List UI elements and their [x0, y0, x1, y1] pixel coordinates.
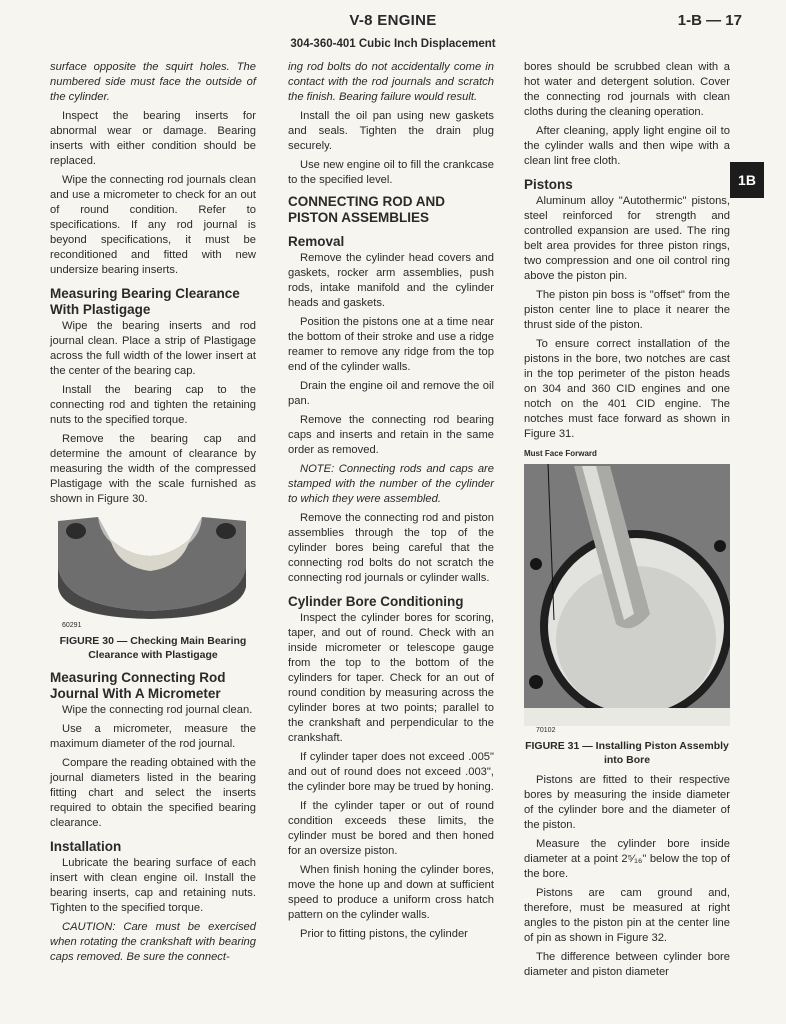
paragraph: Position the pistons one at a time near the bottom of their stroke and use a ridge reamer to remove any ridge from the top end of the cylinder walls. — [288, 316, 494, 373]
section-heading: Measuring Connecting Rod Journal With A Micrometer — [50, 670, 226, 701]
paragraph: After cleaning, apply light engine oil to the cylinder walls and then wipe with a clean lint free cloth. — [524, 125, 730, 167]
paragraph: bores should be scrubbed clean with a hot water and detergent solution. Cover the connecting rod journals with clean cloths during the cleaning operation. — [524, 61, 730, 118]
paragraph: Install the bearing cap to the connecting rod and tighten the retaining nuts to the specified torque. — [50, 384, 256, 426]
paragraph: When finish honing the cylinder bores, move the hone up and down at sufficient speed to produce a uniform cross hatch pattern on the cylinder walls. — [288, 864, 494, 921]
page-subtitle: 304-360-401 Cubic Inch Displacement — [290, 38, 496, 50]
paragraph: Remove the connecting rod and piston assemblies through the top of the cylinder bores being careful that the connecting rod bolts do not scratch the connecting rod journals or cylinder walls. — [288, 512, 494, 584]
paragraph: Aluminum alloy "Autothermic" pistons, steel reinforced for strength and controlled expansion are used. The ring belt area provides for three piston rings, two compression and one oil control ring above the piston pin. — [524, 195, 730, 282]
section-heading: Pistons — [524, 177, 573, 192]
paragraph: Drain the engine oil and remove the oil pan. — [288, 380, 494, 407]
figure-caption: FIGURE 30 — Checking Main Bearing Clearance with Plastigage — [59, 635, 247, 661]
figure-number: 70102 — [536, 727, 556, 734]
paragraph: surface opposite the squirt holes. The numbered side must face the outside of the cylinder. — [50, 61, 256, 103]
paragraph: Wipe the connecting rod journals clean and use a micrometer to check for an out of round condition. Refer to specifications. If any rod journal is beyond specifications, it must be reconditioned and fitted with new undersize bearing inserts. — [50, 174, 256, 276]
caution-text: CAUTION: Care must be exercised when rotating the crankshaft with bearing caps removed. Be sure the connect- — [50, 921, 256, 963]
page-title: V-8 ENGINE — [349, 12, 437, 29]
paragraph: Inspect the cylinder bores for scoring, taper, and out of round. Check with an inside micrometer or telescope gauge from the top to the bottom of the cylinders for taper. Check for an out of round condition by measuring across the cylinder bores at two points; parallel to the crankshaft and perpendicular to the crankshaft. — [288, 612, 494, 744]
column-3 — [524, 60, 730, 984]
paragraph: Remove the bearing cap and determine the amount of clearance by measuring the width of the compressed Plastigage with the scale furnished as shown in Figure 30. — [50, 433, 256, 505]
column-1 — [50, 60, 256, 969]
section-heading: Measuring Bearing Clearance With Plastigage — [50, 286, 240, 317]
bearing-cap-photo — [50, 511, 256, 621]
figure-number: 60291 — [62, 622, 82, 629]
paragraph: Prior to fitting pistons, the cylinder — [300, 928, 468, 940]
section-heading: Installation — [50, 839, 122, 854]
paragraph: Lubricate the bearing surface of each insert with clean engine oil. Install the bearing inserts, cap and retaining nuts. Tighten to the specified torque. — [50, 857, 256, 914]
paragraph: Remove the connecting rod bearing caps and inserts and retain in the same order as removed. — [288, 414, 494, 456]
subsection-heading: Removal — [288, 234, 345, 249]
paragraph: Use new engine oil to fill the crankcase to the specified level. — [288, 159, 494, 186]
paragraph: Wipe the connecting rod journal clean. — [62, 704, 253, 716]
column-2 — [288, 60, 494, 946]
paragraph: Install the oil pan using new gaskets and seals. Tighten the drain plug securely. — [288, 110, 494, 152]
note-text: NOTE: Connecting rods and caps are stamped with the number of the cylinder to which they were assembled. — [288, 463, 494, 505]
paragraph: Remove the cylinder head covers and gaskets, rocker arm assemblies, push rods, intake manifold and the cylinder heads and gaskets. — [288, 252, 494, 309]
paragraph: To ensure correct installation of the pistons in the bore, two notches are cast in the top perimeter of the piston heads on 304 and 360 CID engines and one notch on the 401 CID engine. The notches must face forward as shown in Figure 31. — [524, 338, 730, 440]
paragraph: The difference between cylinder bore diameter and piston diameter — [524, 951, 730, 978]
figure-label: Must Face Forward — [524, 449, 597, 458]
paragraph: If cylinder taper does not exceed .005" and out of round does not exceed .003", the cylinder bore may be trued by honing. — [288, 751, 494, 793]
paragraph: Measure the cylinder bore inside diameter at a point 2⁵⁄₁₆" below the top of the bore. — [524, 838, 730, 880]
paragraph: Compare the reading obtained with the journal diameters listed in the bearing fitting chart and select the inserts required to obtain the specified bearing clearance. — [50, 757, 256, 829]
section-heading: CONNECTING ROD AND PISTON ASSEMBLIES — [288, 194, 445, 225]
page-number: 1-B — 17 — [677, 12, 742, 29]
paragraph: Pistons are cam ground and, therefore, must be measured at right angles to the piston pin at the center line of pin as shown in Figure 32. — [524, 887, 730, 944]
section-heading: Cylinder Bore Conditioning — [288, 594, 464, 609]
paragraph: Wipe the bearing inserts and rod journal clean. Place a strip of Plastigage across the full width of the lower insert at the center of the bearing cap. — [50, 320, 256, 377]
figure-caption: FIGURE 31 — Installing Piston Assembly into Bore — [525, 740, 729, 766]
paragraph: If the cylinder taper or out of round condition exceeds these limits, the cylinder must be bored and then honed for an oversize piston. — [288, 800, 494, 857]
paragraph: Pistons are fitted to their respective bores by measuring the inside diameter of the cylinder bore and the diameter of the piston. — [524, 774, 730, 831]
section-tab: 1B — [730, 162, 764, 198]
paragraph: ing rod bolts do not accidentally come in contact with the rod journals and scratch the finish. Bearing failure would result. — [288, 61, 494, 103]
paragraph: Use a micrometer, measure the maximum diameter of the rod journal. — [50, 723, 256, 750]
paragraph: The piston pin boss is "offset" from the piston center line to place it nearer the thrust side of the piston. — [524, 289, 730, 331]
piston-install-photo — [524, 464, 730, 726]
paragraph: Inspect the bearing inserts for abnormal wear or damage. Bearing inserts with either condition should be replaced. — [50, 110, 256, 167]
